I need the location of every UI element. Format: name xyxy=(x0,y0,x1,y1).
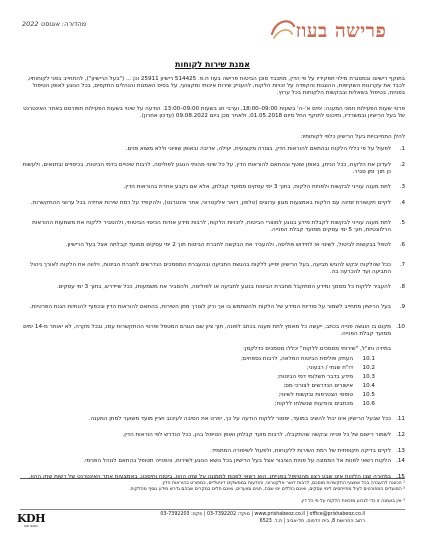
document-body xyxy=(20,76,405,496)
list-item: 10.2 דו"ח שנתי / רבעוני; xyxy=(307,365,375,371)
badge-mark: KDH xyxy=(17,511,45,525)
list-item: 6. לטפל בבקשות לביטול, לשינוי או לחידוש פוליסה, ולהעביר את הבקשה לחברת הביטוח תוך 2 ימי עסקים ממועד קבלתה אצל בעל הרישיון. xyxy=(65,242,405,248)
list-item: 12. לשמור רישום של כל פנייה ובקשה שהתקבלו, לרבות מועד קבלתן ואופן הטיפול בהן, ככל הנדרש לפי הוראות הדין. xyxy=(122,432,405,438)
list-item: 10.5 טופסי הצטרפות ובקשות לשינוי; xyxy=(278,392,375,398)
footnote: ¹ הכוונה להעברה בכל אמצעי התקשרות מוסכם, לרבות דואר אלקטרוני, והודעות בממשקים דיגיטליים, כמפורט בהוראות הדין. xyxy=(161,481,405,486)
list-item: 9. בעל הרישיון מתחייב לשמור על סודיות המידע של הלקוח ולהשתמש בו אך ורק לצורך מתן השירות, בהתאם להוראות הדין ובכפוף להנחיות הגנת הפרטיות. xyxy=(29,304,405,310)
logo-text: פרישה בעוז xyxy=(295,19,387,42)
intro-paragraph: בתוקף רישיונו ובמסגרת מילוי תפקידיו על פי הדין, מתכבד סוכן הביטוח פרישה בעוז ח.פ. 514425 רישיון 25911 וכן ... ("בעל הרישיון"), להתחייב בפני לקוחותיו, לכבד את עקרונות השקיפות, ההוגנות והקפדה על זכויות הלקוח, להעניק שירות איכותי ומקצועי, על בסיס האמנות והנהלים התקפים, בכל הנוגע לאופן הטיפול בפניות, בטיפול בשאלות ובבקשות הלקוחות בכל ערוץ. xyxy=(27,76,405,96)
list-item: 15. במקרה שבו הלקוח אינו שבע רצון מהטיפול בפנייתו, הוא רשאי לפנות לממונה על שוק ההון, ביטוח וחיסכון, באמצעות אתר האינטרנט של רשות שוק ההון. xyxy=(28,474,405,480)
footnote: ² המועדים המפורטים לעיל מתייחסים לימי עסקים, ואינם כוללים ימי שבת, חגים ומועדים, ואינם חלים במקרים שבהם נדרש מידע נוסף מהלקוח. xyxy=(129,487,405,492)
list-item: 5. לתת מענה ענייני לבקשות לקבלת מידע בנוגע למוצרי הביטוח, לזכויות הלקוח, לרבות מידע אודות הכיסוי הביטוחי, ולהסביר ללקוח את משמעות ההוראות הרלוונטיות, תוך 5 ימי עסקים ממועד קבלת הפנייה. xyxy=(32,220,405,233)
commitments-lead: להלן התחייבויות בעל הרישיון כלפי לקוחותיו: xyxy=(300,134,405,140)
badge-subtitle: ISO 9001 xyxy=(24,523,38,528)
documents-lead: במידה וחו"ל, "שירותי מסמכים ללקוח" יכללו מסמכים כדלקמן: xyxy=(243,346,391,352)
list-item: 8. להעביר ללקוח כל מסמך ומידע המתקבל מחברת הביטוח בנוגע לתביעה או לפוליסה, ולהסביר את משמעותו, ככל שיידרש, בתוך 3 ימי עסקים. xyxy=(56,284,405,290)
edition-date: מהדורה: אוגוסט 2022 xyxy=(22,20,86,28)
footnote: ³ אין באמנה זו כדי לגרוע מזכויות הלקוח על פי כל דין. xyxy=(300,499,405,504)
footer-address: רחוב החרושת 8, בית הדפוס, תל-אביב | ת.ד. 6523 xyxy=(259,519,365,524)
list-item: 10.4 אישורים הנדרשים לצורכי מס; xyxy=(283,383,375,389)
certification-badge xyxy=(17,509,45,531)
list-item: 3. לתת מענה ענייני לבקשות ולפניות הלקוח, בתוך 3 ימי עסקים ממועד קבלתן, אלא אם נקבע אחרת בהוראות הדין. xyxy=(123,184,405,190)
list-item: 10.1 העתק פוליסת הביטוח המלאה, לרבות נספחים; xyxy=(241,356,375,362)
page-title: אמנת שירות לקוחות xyxy=(175,60,250,69)
list-item: 7. ככל שהלקוח יבקש להגיש תביעה, בעל הרישיון יסייע ללקוח בהגשת התביעה ובהעברת המסמכים הנדרשים לחברת הביטוח, וילווה את הלקוח לאורך ניהול התביעה ועד להכרעה בה. xyxy=(30,262,405,275)
list-item: 11. ככל שבעל הרישיון אינו יכול להשיב במועד, ימסור ללקוח הודעה על כך, יפרט את הסיבה לעיכוב ויציין מועד משוער למתן המענה. xyxy=(88,416,405,422)
hours-paragraph: פרטי שעות הפעילות וזמני המענה: ימים א'–ה' בשעות 09:00–18:00, וערבי חג בשעות 09:00–13:00. הודעה על שינוי בשעות הפעילות תפורסם באתר האינטרנט של בעל הרישיון ובמשרדיו, ותיכנס לתוקף החל מיום 01.05.2018, ולאחר מכן ביום 09.08.2022 (עדכון אחרון). xyxy=(23,106,405,119)
list-item: 13. לקיים בדיקה תקופתית של רמת השירות ללקוחות, ולפעול לשיפורה המתמיד. xyxy=(210,448,405,454)
footer-contact: www.prishabeoz.co.il | office@prishabeoz.co.il | מוקד: 03-7392202 | פקס: 03-7392203 xyxy=(160,512,365,517)
list-item: 4. לקיים תקשורת זמינה עם הלקוח באמצעות מגוון ערוצים (טלפון, דואר אלקטרוני, אתר אינטרנט), ולהקפיד על רמת שירות אחידה בכל ערוצי ההתקשרות. xyxy=(30,200,405,206)
list-item: 1. לפעול על פי כללי הלקוח ובהתאם להוראות הדין, בצורה מקצועית, יעילה, אדיבה ובאופן שוויוני וללא משוא פנים. xyxy=(125,146,405,152)
list-item: 10. מקום בו הוגשה פנייה בכתב, ייעשה כל מאמץ לתת מענה בכתב לפונה, תוך ציון שם הגורם המטפל ופרטי ההתקשרות עמו, ובכל מקרה, לא יאוחר מ-14 ימים ממועד קבלת הפנייה. xyxy=(23,324,405,337)
list-item: 10.6 מכתבים והודעות שנשלחו ללקוח; xyxy=(274,401,375,407)
list-item: 2. לעדכן את הלקוח, ככל הניתן, באופן שוטף ובהתאם להוראות הדין, על כל שינוי מהותי הנוגע לפוליסה, לרבות שינויים בדמי הביטוח, בכיסויים ובתנאים, ולעשות כן תוך זמן סביר. xyxy=(22,162,405,175)
list-item: 14. הלקוח רשאי לפנות אל הממונה על פניות הציבור אצל בעל הרישיון בכל נושא הנוגע לשירות, והפנייה תטופל בהתאם לנוהל הפנימי. xyxy=(83,458,405,464)
logo-swirl-icon xyxy=(268,14,298,44)
list-item: 10.3 מידע בדבר תשלומי דמי הביטוח; xyxy=(277,374,375,380)
company-logo xyxy=(282,12,400,50)
footer-divider xyxy=(20,509,405,510)
footnote-divider xyxy=(20,478,405,479)
